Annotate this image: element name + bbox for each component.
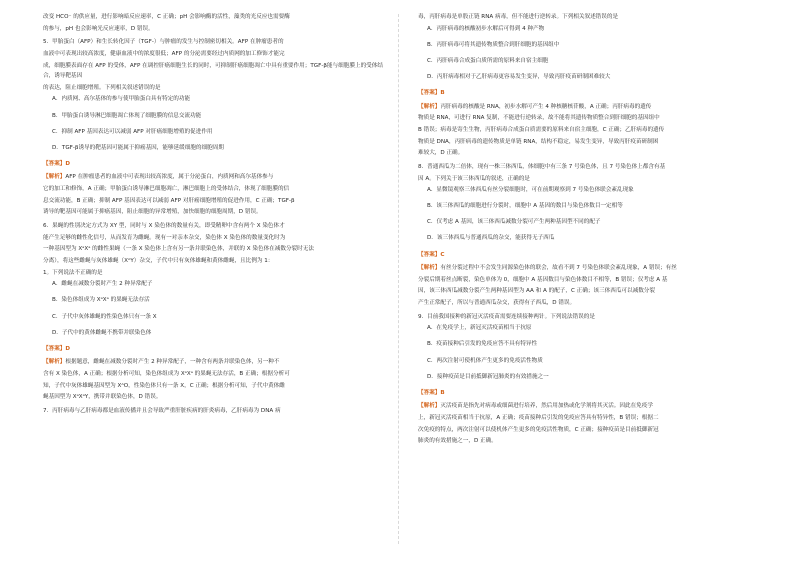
text-line: 诱导的靶基因可能属于抑癌基因，阻止细胞的异常增殖，加快细胞的细胞周期，D 错误。 xyxy=(43,209,262,216)
explanation xyxy=(418,401,758,447)
option-b: B．该三体西瓜的细胞进行分裂时，细胞中 A 基因的数目与染色体数目一定相等 xyxy=(427,203,623,210)
option-a: A．雌蝇在减数分裂时产生 2 种异常配子 xyxy=(52,281,153,288)
right-column xyxy=(418,12,758,449)
text-line: 物质是 DNA，丙肝病毒的遗传物质是单链 RNA，结构不稳定，易发生变异，导致丙肝疫苗研制困 xyxy=(418,138,659,145)
text-line xyxy=(418,102,758,113)
text-line: 能产生足够的雌性化信号，从而发育为雌蝇。现有一对亲本杂交，染色体 X 染色体的数量变化时为 xyxy=(43,234,286,241)
option-c: C．仅考虑 A 基因，该三体西瓜减数分裂可产生两种基因型不同的配子 xyxy=(427,219,601,226)
text-line: 肺炎的有效措施之一，D 正确。 xyxy=(418,438,497,445)
option-d: D．子代中的黄体雌蝇不携带并联染色体 xyxy=(52,329,152,336)
text-line: 产生正常配子，所以与普通西瓜杂交，获得有子西瓜，D 错误。 xyxy=(418,300,576,307)
answer-label: 【答案】D xyxy=(43,160,71,167)
text-line: 蝇基因型为 XᵃXᵃY，携带并联染色体，D 错误。 xyxy=(43,394,162,401)
option-a: A．丙肝病毒的核酸初步水解后可得到 4 种产物 xyxy=(427,25,545,32)
option-d: D．丙肝病毒相对于乙肝病毒更容易发生变异，导致丙肝疫苗研制困难较大 xyxy=(427,73,611,80)
text-line: 1。下列说法不正确的是 xyxy=(43,269,103,276)
text-line: 分离），将这些雌蝇与灰体雄蝇（XᴬY）杂交，子代中只有灰体雄蝇和黄体雌蝇，且比例为 1： xyxy=(43,257,274,264)
option-c: C．两次注射可使机体产生更多的免疫活性物质 xyxy=(427,357,543,364)
explanation-label: 【解析】 xyxy=(418,403,441,410)
option-b: B．疫苗接种后引发的免疫应答不具有特异性 xyxy=(427,341,538,348)
text-line: 它的加工和修饰，A 正确；甲胎蛋白诱导淋巴细胞凋亡，淋巴细胞上的受体结合，体现了细胞膜的信 xyxy=(43,186,290,192)
text-line: 知，子代中灰体雄蝇基因型为 XᴬO，性染色体只有一条 X，C 正确；根据分析可知，子代中黄体雌 xyxy=(43,382,285,389)
text-line: 血液中可表现出较高浓度，健康血液中的浓度很低；AFP 的分泌需要经过内质网的加工修饰才能完 xyxy=(43,50,285,57)
question-9 xyxy=(418,312,758,447)
text-line: 因 A。下列关于该三体西瓜的叙述，正确的是 xyxy=(418,175,530,182)
text-line: 物质是 RNA，可进行 RNA 复制，不能进行逆转录，故不能将其遗传物质整合到肝细胞的基因组中 xyxy=(418,115,660,122)
explanation xyxy=(418,263,758,309)
answer-label: 【答案】D xyxy=(43,345,71,352)
question-stem xyxy=(418,312,758,323)
explanation xyxy=(43,357,383,403)
answer-label: 【答案】B xyxy=(418,389,445,396)
option-b: B．甲胎蛋白诱导淋巴细胞凋亡体现了细胞膜的信息交流功能 xyxy=(52,112,202,119)
explanation-text: AFP 在肿瘤患者的血液中可表现出较高浓度，属于分泌蛋白，内质网和高尔基体参与 xyxy=(65,174,274,181)
text-line: 9．目前我国接种的新冠灭活疫苗需要连续接种两针。下列说法错误的是 xyxy=(418,313,595,320)
question-7-continued xyxy=(418,12,758,159)
question-8 xyxy=(418,162,758,309)
text-line: 含有 X 染色体，A 正确；根据分析可知，染色体组成为 XᵃXᵃ 的果蝇无法存活，B 正确；根据分析可 xyxy=(43,370,290,377)
text-line: 8．普通西瓜为二倍体，现有一株三体西瓜，体细胞中有三条 7 号染色体，且 7 号染色体上都含有基 xyxy=(418,163,666,170)
question-stem xyxy=(418,162,758,184)
explanation-text: 丙肝病毒的核酸是 RNA，初步水解可产生 4 种核糖核苷酸，A 正确；丙肝病毒的遗传 xyxy=(440,103,652,110)
explanation-text: 有丝分裂过程中不会发生同源染色体的联会，故看不到 7 号染色体联会紊乱现象，A 错误；有丝 xyxy=(440,265,677,272)
explanation xyxy=(43,172,383,218)
text-line: 毒，丙肝病毒是单股正链 RNA 病毒，但不能进行逆转录。下列相关叙述错误的是 xyxy=(418,14,619,20)
option-d: D．该三体西瓜与普通西瓜的杂交，能获得无子西瓜 xyxy=(427,235,555,242)
text-line: 难较大，D 正确。 xyxy=(418,150,464,157)
text-line: 因，该三体西瓜减数分裂产生两种基因型为 AA 和 A 的配子，C 正确；该三体西瓜可以减数分裂 xyxy=(418,288,655,295)
question-7-start xyxy=(43,406,383,417)
explanation-label: 【解析】 xyxy=(43,174,66,181)
intro-paragraph xyxy=(43,12,383,34)
answer-label: 【答案】B xyxy=(418,90,445,97)
text-line: 次免疫的特点，两次注射可以使机体产生更多的免疫活性物质，C 正确；接种疫苗是目前抵御新冠 xyxy=(418,426,659,433)
question-5 xyxy=(43,37,383,218)
left-column xyxy=(43,12,383,417)
option-a: A．显微镜观察三体西瓜有丝分裂细胞时，可在前期观察到 7 号染色体联会紊乱现象 xyxy=(427,187,634,194)
text-line: 6．果蝇的性别决定方式为 XY 型，同时与 X 染色体的数量有关，即受精卵中含有两个 X 染色体才 xyxy=(43,222,285,229)
text-line xyxy=(418,401,758,412)
text-line xyxy=(43,172,383,183)
text-line: 的参与，pH 也会影响光反应速率，D 错误。 xyxy=(43,25,154,32)
text-line: 成，细胞膜表面存在 AFP 的受体，AFP 在调控肝癌细胞生长的同时，可抑制肝癌细胞凋亡中具有重要作用；TGF-β能与细胞膜上的受体结合，诱导靶基因 xyxy=(43,62,383,80)
option-d: D．TGF-β诱导的靶基因可能属于抑癌基因，能够延缓细胞的细胞周期 xyxy=(52,144,224,151)
option-d: D．接种疫苗是目前抵御新冠肺炎的有效措施之一 xyxy=(427,373,549,380)
explanation-label: 【解析】 xyxy=(43,359,66,366)
text-line: 一种基因型为 XᵃXᵃ 的雌性果蝇（一条 X 染色体上含有另一条并联染色体，并联的 X 染色体在减数分裂时无法 xyxy=(43,246,314,253)
column-divider xyxy=(398,14,399,544)
explanation-text: 灭活疫苗是指先对病毒或细菌进行培养，然后用加热或化学剂将其灭活。因此在免疫学 xyxy=(440,403,653,410)
text-line: 的表达，阻止细胞增殖。下列相关叙述错误的是 xyxy=(43,84,161,91)
explanation-text: 根据题意，雌蝇在减数分裂时产生 2 种异常配子，一种含有两条并联染色体，另一种不 xyxy=(65,359,280,366)
text-line xyxy=(418,263,758,274)
explanation-label: 【解析】 xyxy=(418,265,441,272)
explanation-label: 【解析】 xyxy=(418,103,441,110)
option-c: C．丙肝病毒合成蛋白质所需的原料来自宿主细胞 xyxy=(427,57,549,64)
option-c: C．子代中灰体雄蝇的性染色体只有一条 X xyxy=(52,313,157,320)
text-line: 上，新冠灭活疫苗相当于抗原，A 正确；疫苗接种后引发的免疫应答具有特异性，B 错误；根据二 xyxy=(418,414,659,421)
text-line: 息交流功能，B 正确；抑制 AFP 基因表达可以减弱 AFP 对肝癌细胞增殖的促进作用，C 正确；TGF-β xyxy=(43,197,295,204)
question-6 xyxy=(43,221,383,403)
option-b: B．染色体组成为 XᵃXᵃ 的果蝇无法存活 xyxy=(52,297,150,304)
explanation xyxy=(418,102,758,159)
option-c: C．抑制 AFP 基因表达可以减弱 AFP 对肝癌细胞增殖的促进作用 xyxy=(52,128,213,135)
question-stem xyxy=(43,37,383,93)
text-line: B 错误；病毒是寄生生物，丙肝病毒合成蛋白质需要的原料来自宿主细胞，C 正确；乙肝病毒的遗传 xyxy=(418,126,665,133)
option-b: B．丙肝病毒可将其遗传物质整合到肝细胞的基因组中 xyxy=(427,41,560,48)
text-line xyxy=(43,357,383,368)
option-a: A．在免疫学上，新冠灭活疫苗相当于抗原 xyxy=(427,325,532,332)
question-stem xyxy=(43,221,383,278)
answer-label: 【答案】C xyxy=(418,251,445,258)
option-a: A．内质网、高尔基体的参与使甲胎蛋白具有特定的功能 xyxy=(52,96,191,103)
text-line: 改变 HCO⁻ 的供应量，进行影响暗反应速率，C 正确；pH 会影响酶的活性，藻类的光反应也需要酶 xyxy=(43,14,290,20)
text-line: 5．甲胎蛋白（AFP）和生长转化因子（TGF-）与肿瘤的发生与控制密切相关。AFP 在肿瘤患者的 xyxy=(43,39,284,46)
text-line: 7．丙肝病毒与乙肝病毒都是血液传播并且会导致严重肝脏疾病的肝炎病毒，乙肝病毒为 DNA 病 xyxy=(43,407,281,414)
text-line: 分裂后期着丝点断裂，染色单体为 0，细胞中 A 基因数目与染色体数目不相等，B 错误；仅考虑 A 基 xyxy=(418,276,668,283)
